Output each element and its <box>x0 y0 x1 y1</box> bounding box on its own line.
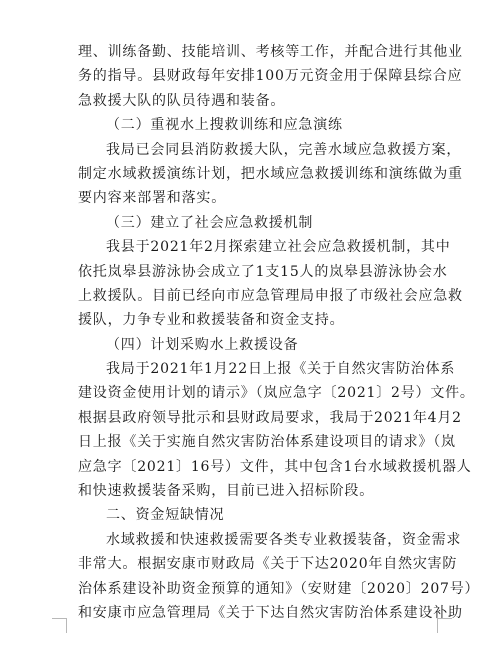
text-line: （四）计划采购水上救援设备 <box>106 336 299 353</box>
text-line: 要内容来部署和落实。 <box>78 190 226 207</box>
crop-mark-bottom-left <box>52 618 67 633</box>
text-line: 我局于2021年1月22日上报《关于自然灾害防治体系 <box>106 361 456 378</box>
text-line: 我县于2021年2月探索建立社会应急救援机制，其中 <box>106 239 451 256</box>
text-line: 建设资金使用计划的请示》（岚应急字〔2021〕2号）文件。 <box>78 385 475 402</box>
text-line: 急救援大队的队员待遇和装备。 <box>78 92 286 109</box>
text-line: 水域救援和快速救援需要各类专业救援装备，资金需求 <box>106 531 462 548</box>
text-line: 和安康市应急管理局《关于下达自然灾害防治体系建设补助 <box>78 604 463 621</box>
text-line: 应急字〔2021〕16号）文件，其中包含1台水域救援机器人 <box>78 458 472 475</box>
text-line: 制定水域救援演练计划，把水域应急救援训练和演练做为重 <box>78 165 463 182</box>
text-line: 非常大。根据安康市财政局《关于下达2020年自然灾害防 <box>78 556 458 573</box>
text-line: （二）重视水上搜救训练和应急演练 <box>106 117 343 134</box>
text-line: 我局已会同县消防救援大队，完善水域应急救援方案， <box>106 141 462 158</box>
document-body <box>78 40 480 625</box>
text-line: 根据县政府领导批示和县财政局要求，我局于2021年4月2 <box>78 409 462 426</box>
text-line: 理、训练备勤、技能培训、考核等工作，并配合进行其他业 <box>78 44 463 60</box>
text-line: 二、资金短缺情况 <box>106 507 225 524</box>
text-line: 和快速救援装备采购，目前已进入招标阶段。 <box>78 483 374 500</box>
crop-mark-bottom-right <box>437 618 452 633</box>
text-line: 日上报《关于实施自然灾害防治体系建设项目的请求》（岚 <box>78 434 456 451</box>
text-line: 援队，力争专业和救援装备和资金支持。 <box>78 312 345 329</box>
text-line: 治体系建设补助资金预算的通知》（安财建〔2020〕207号） <box>78 580 480 597</box>
text-line: 依托岚皋县游泳协会成立了1支15人的岚皋县游泳协会水 <box>78 263 448 280</box>
text-line: （三）建立了社会应急救援机制 <box>106 214 314 231</box>
text-line: 上救援队。目前已经向市应急管理局申报了市级社会应急救 <box>78 287 463 304</box>
text-line: 务的指导。县财政每年安排100万元资金用于保障县综合应 <box>78 68 463 85</box>
